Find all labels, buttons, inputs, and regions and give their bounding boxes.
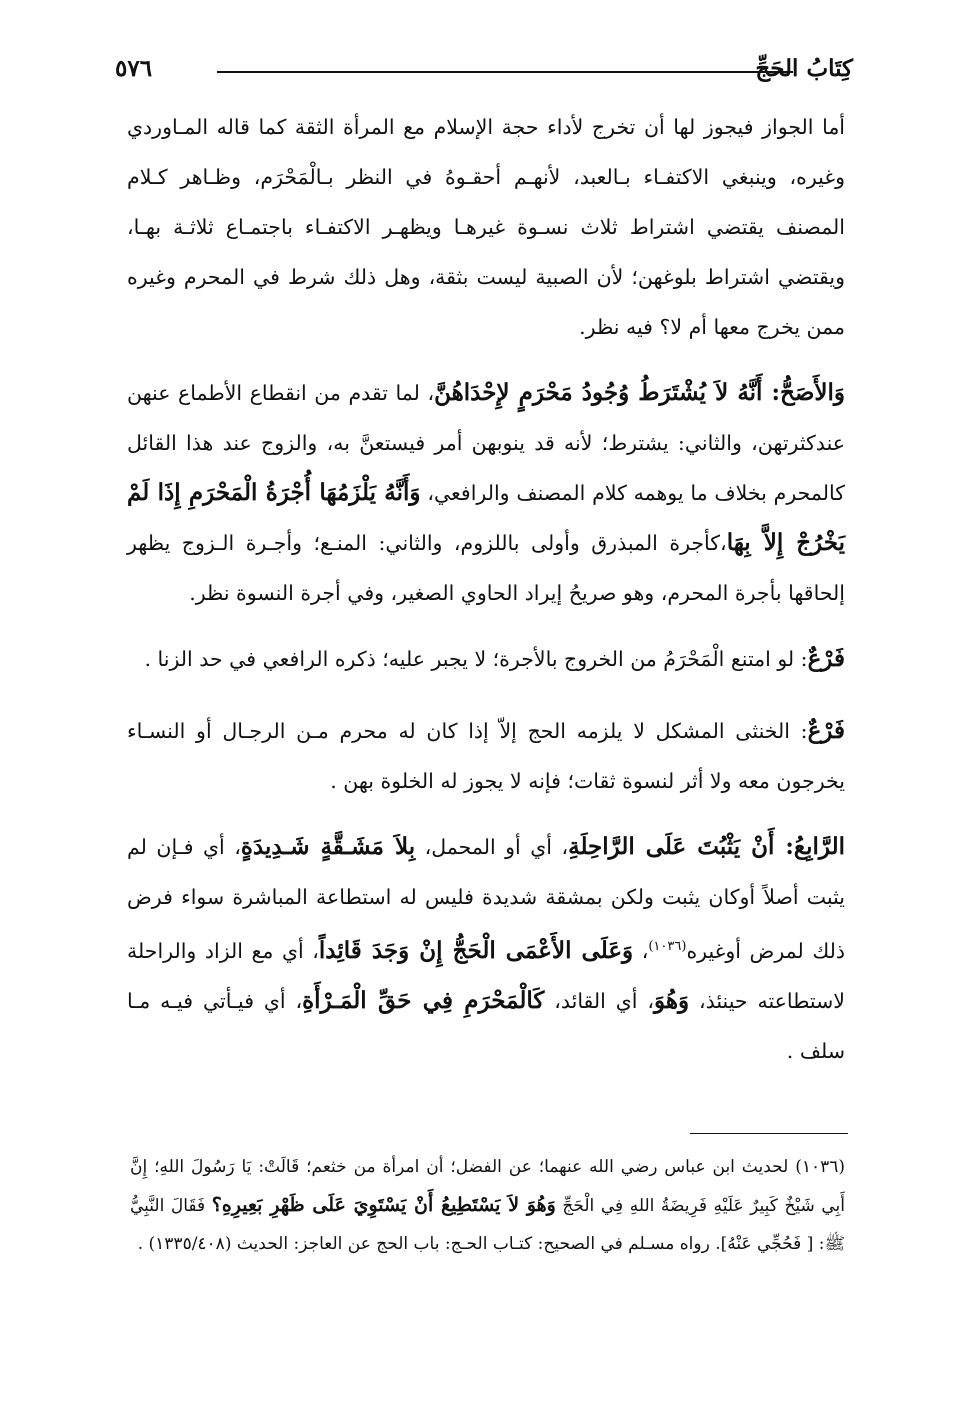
text-segment: ، لما تقدم من انقطاع الأطماع عنهن عندكثرتهن، والثاني: يشترط؛ لأنه قد ينوبهن أمر فيستعنَّ به، والزوج عند هذا القائل كالمحرم بخلاف ما يوهمه كلام المصنف والرافعي، — [127, 381, 846, 505]
footnote-1036 — [130, 1148, 845, 1263]
matn-segment: وَالأَصَحُّ: أَنَّهُ لاَ يُشْتَرَطُ وُجُودُ مَحْرَمٍ لإِحْدَاهُنَّ — [434, 379, 845, 406]
hadith-segment: وَهُوَ لاَ يَسْتَطِيعُ أَنْ يَسْتَوِيَ عَلَى ظَهْرِ بَعِيرِهِ؟ — [211, 1194, 556, 1216]
far-heading: فَرْعٌ — [807, 645, 845, 672]
page-number: ٥٧٦ — [115, 55, 153, 82]
header-rule — [217, 71, 793, 73]
text-segment: ، أي أو المحمل، — [415, 835, 569, 859]
paragraph-4 — [127, 706, 845, 806]
text-segment: ، أي مع الزاد والراحلة لاستطاعته حينئذ، — [127, 938, 845, 1013]
text-segment: : لو امتنع الْمَحْرَمُ من الخروج بالأجرة؛ لا يجبر عليه؛ ذكره الرافعي في حد الزنا . — [144, 647, 808, 671]
text-segment: ، أي فـإن لم يثبت أصلاً أوكان يثبت ولكن بمشقة شديدة فليس له استطاعة المباشرة سواء فرض ذلك لمرض أوغيره — [127, 835, 845, 963]
matn-segment: بِلاَ مَشَـقَّةٍ شَـدِيدَةٍ — [240, 833, 416, 860]
text-segment: فَقَالَ النَّبِيُّ ﷺ: [ فَحُجِّي عَنْهُ]. رواه مسـلم في الصحيح: كتـاب الحـج: باب الحج عن العاجز: الحديث (١٣٣٥/٤٠٨) . — [130, 1196, 845, 1254]
book-title: كِتَابُ الحَجِّ — [755, 55, 853, 82]
paragraph-3 — [127, 634, 845, 684]
matn-segment: وَهُوَ — [653, 986, 690, 1014]
text-segment: ، أي فيـأتي فيـه مـا سلف . — [127, 988, 845, 1063]
paragraph-2 — [127, 368, 845, 618]
matn-segment: كَالْمَحْرَمِ فِي حَقِّ الْمَـرْأَةِ — [302, 986, 545, 1014]
footnote-rule — [690, 1133, 848, 1134]
footnote — [130, 1148, 845, 1263]
text-segment: (١٠٣٦) لحديث ابن عباس رضي الله عنهما؛ عن الفضل؛ أن امرأة من خثعم؛ قَالَتْ: يَا رَسُولَ اللهِ؛ إِنَّ أَبِي شَيْخٌ كَبِيرٌ عَلَيْهِ فَرِيضَةُ اللهِ فِي الْحَجِّ — [130, 1157, 845, 1216]
footnote-ref[interactable]: (١٠٣٦) — [648, 939, 687, 954]
matn-segment: الرَّابِعُ: أَنْ يَثْبُتَ عَلَى الرَّاحِلَةِ — [568, 833, 845, 860]
text-segment: ،كأجرة المبذرق وأولى باللزوم، والثاني: المنـع؛ وأجـرة الـزوج يظهر إلحاقها بأجرة المحرم، وهو صريحُ إيراد الحاوي الصغير، وفي أجرة النسوة نظر. — [127, 531, 845, 605]
text-segment: أما الجواز فيجوز لها أن تخرج لأداء حجة الإسلام مع المرأة الثقة كما قاله المـاوردي وغيره، وينبغي الاكتفـاء بـالعبد، لأنهـم أحقـوهُ في النظر بـالْمَحْرَم، وظـاهر كـلام المصنف يقتضي اشتراط ثلاث نسـوة غيرهـا ويظهـر الاكتفـاء باجتمـاع ثلاثـة بهـا، ويقتضي اشتراط بلوغهن؛ لأن الصبية ليست بثقة، وهل ذلك شرط في المحرم وغيره ممن يخرج معها أم لا؟ فيه نظر. — [127, 115, 845, 339]
matn-segment: وَعَلَى الأَعْمَى الْحَجُّ إِنْ وَجَدَ قَائِداً — [318, 936, 634, 964]
matn-segment: وَأَنَّهُ يَلْزَمُهَا أُجْرَةُ الْمَحْرَمِ إِذَا لَمْ يَخْرُجْ إِلاَّ بِهَا — [127, 479, 845, 556]
paragraph-1 — [127, 102, 845, 352]
text-segment: ، أي القائد، — [544, 988, 654, 1013]
paragraph-5 — [127, 822, 845, 1076]
main-text — [127, 102, 845, 1084]
page-header — [115, 42, 853, 82]
far-heading: فَرْعٌ — [807, 717, 845, 744]
text-segment: : الخنثى المشكل لا يلزمه الحج إلاّ إذا كان له محرم مـن الرجـال أو النسـاء يخرجون معه ولا أثر لنسوة ثقات؛ فإنه لا يجوز له الخلوة بهن . — [127, 719, 845, 793]
text-segment: ، — [633, 938, 649, 963]
